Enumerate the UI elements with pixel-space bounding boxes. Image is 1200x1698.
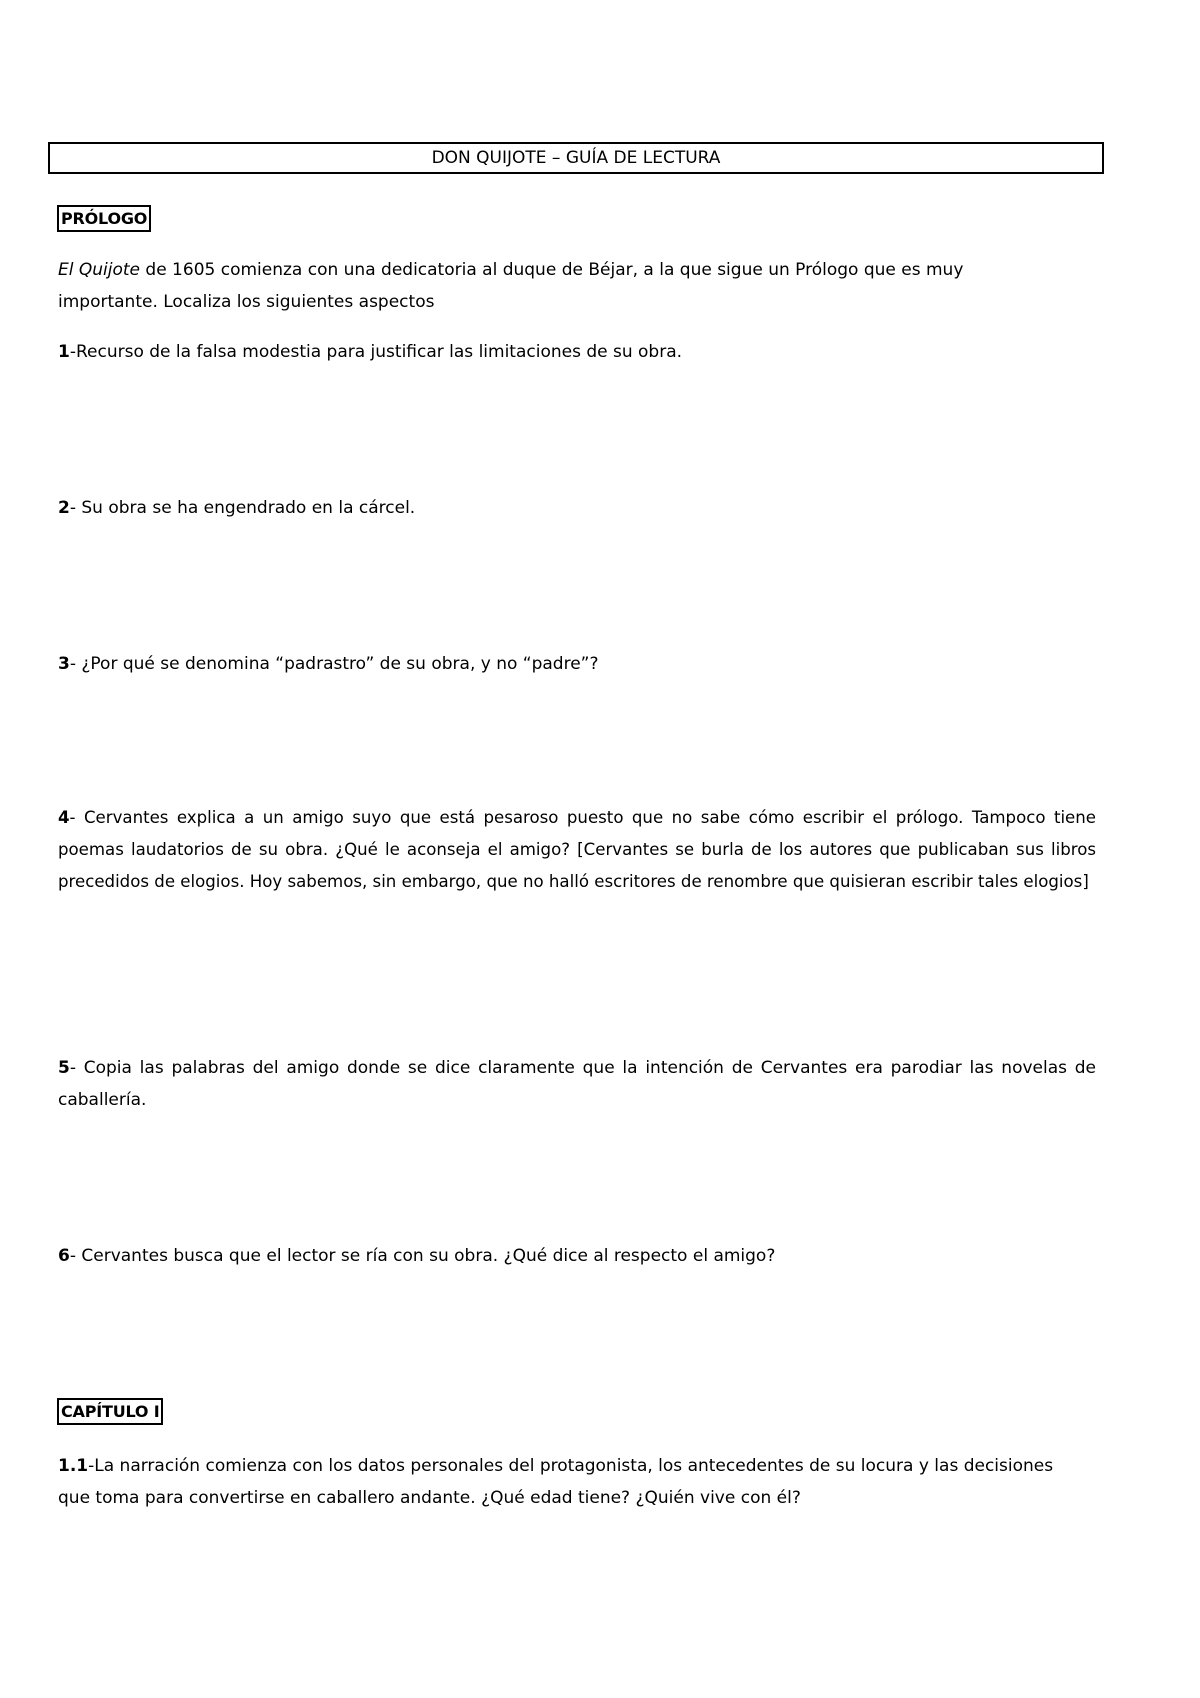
question-text: -La narración comienza con los datos personales del protagonista, los antecedentes de su locura y las decisiones que toma para convertirse en caballero andante. ¿Qué edad tiene? ¿Quién vive con él? [58, 1456, 1054, 1508]
question-number: 6 [58, 1246, 70, 1266]
question-6 [58, 1240, 1096, 1272]
question-number: 5 [58, 1058, 70, 1078]
question-2 [58, 492, 1096, 524]
question-text: - Cervantes busca que el lector se ría con su obra. ¿Qué dice al respecto el amigo? [69, 1246, 776, 1266]
work-title: El Quijote [58, 260, 140, 280]
question-number: 1.1 [58, 1456, 89, 1476]
question-text: - ¿Por qué se denomina “padrastro” de su obra, y no “padre”? [69, 654, 599, 674]
question-3 [58, 648, 1096, 680]
question-1 [58, 336, 1096, 368]
question-5 [58, 1052, 1096, 1116]
document-title-text: DON QUIJOTE – GUÍA DE LECTURA [431, 148, 721, 168]
question-text: -Recurso de la falsa modestia para justificar las limitaciones de su obra. [69, 342, 683, 362]
question-number: 4 [58, 808, 70, 827]
section-label-prologo: PRÓLOGO [57, 205, 151, 232]
question-text: - Copia las palabras del amigo donde se dice claramente que la intención de Cervantes era parodiar las novelas de caballería. [58, 1058, 1096, 1110]
question-number: 1 [58, 342, 70, 362]
prologo-intro-text: de 1605 comienza con una dedicatoria al duque de Béjar, a la que sigue un Prólogo que es muy importante. Localiza los siguientes aspectos [58, 260, 964, 312]
question-number: 3 [58, 654, 70, 674]
document-title [48, 142, 1104, 174]
prologo-intro [58, 254, 1058, 318]
question-1-1 [58, 1450, 1058, 1514]
question-text: - Su obra se ha engendrado en la cárcel. [69, 498, 416, 518]
section-label-capitulo-1: CAPÍTULO I [57, 1398, 163, 1425]
question-4 [58, 802, 1096, 898]
question-number: 2 [58, 498, 70, 518]
question-text: - Cervantes explica a un amigo suyo que está pesaroso puesto que no sabe cómo escribir el prólogo. Tampoco tiene poemas laudatorios de su obra. ¿Qué le aconseja el amigo? [Cervantes se burla de los autores que publicaban sus libros precedidos de elogios. Hoy sabemos, sin embargo, que no halló escritores de renombre que quisieran escribir tales elogios] [58, 808, 1096, 891]
